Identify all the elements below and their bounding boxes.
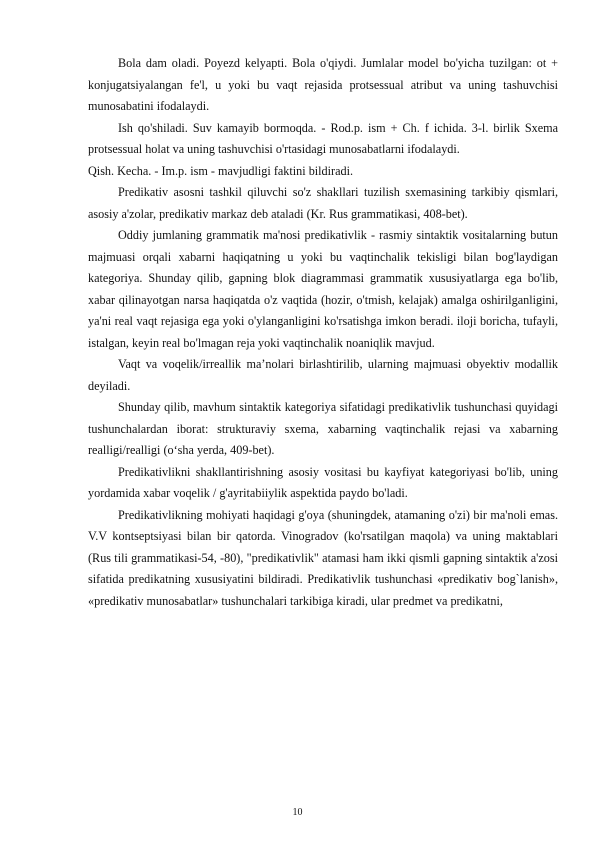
paragraph-7: Shunday qilib, mavhum sintaktik kategoriya sifatidagi predikativlik tushunchasi quyidagi tushunchalardan iborat: strukturaviy sxema, xabarning vaqtinchalik rejasi va xabarning realligi/realligi (o‘sha yerda, 409-bet). (88, 400, 558, 457)
paragraph-8: Predikativlikni shakllantirishning asosiy vositasi bu kayfiyat kategoriyasi bo'lib, uning yordamida xabar voqelik / g'ayritabiiylik aspektida paydo bo'ladi. (88, 464, 558, 500)
paragraph-4: Predikativ asosni tashkil qiluvchi so'z shakllari tuzilish sxemasining tarkibiy qismlari, asosiy a'zolar, predikativ markaz deb ataladi (Kr. Rus grammatikasi, 408-bet). (88, 185, 558, 221)
paragraph-5: Oddiy jumlaning grammatik ma'nosi predikativlik - rasmiy sintaktik vositalarning butun majmuasi orqali xabarni haqiqatning u yoki bu vaqtinchalik tekisligi bilan bog'laydigan kategoriya. Shunday qilib, gapning blok diagrammasi grammatik xususiyatlarga ega bo'lib, xabar qilinayotgan narsa haqiqatda o'z vaqtida (hozir, o'tmish, kelajak) amalga oshirilganligini, ya'ni real vaqt rejasiga ega yoki o'ylanganligini ko'rsatishga imkon beradi. iloji boricha, tufayli, istalgan, keyin real bo'lmagan reja yoki vaqtinchalik noaniqlik mavjud. (88, 228, 558, 350)
paragraph-3: Qish. Kecha. - Im.p. ism - mavjudligi faktini bildiradi. (88, 163, 354, 178)
paragraph-6: Vaqt va voqelik/irreallik ma’nolari birlashtirilib, ularning majmuasi obyektiv modallik deyiladi. (88, 357, 558, 393)
paragraph-1: Bola dam oladi. Poyezd kelyapti. Bola o'qiydi. Jumlalar model bo'yicha tuzilgan: ot + konjugatsiyalangan fe'l, u yoki bu vaqt rejasida protsessual atribut va uning tashuvchisi munosabatini ifodalaydi. (88, 56, 558, 113)
paragraph-9: Predikativlikning mohiyati haqidagi g'oya (shuningdek, atamaning o'zi) bir ma'noli emas. V.V kontseptsiyasi bilan bir qatorda. Vinogradov (ko'rsatilgan maqola) va uning maktablari (Rus tili grammatikasi-54, -80), "predikativlik" atamasi ham ikki qismli gapning sintaktik a'zosi sifatida predikatning xususiyatini bildiradi. Predikativlik tushunchasi «predikativ bog`lanish», «predikativ munosabatlar» tushunchalari tarkibiga kiradi, ular predmet va predikatni, (88, 507, 558, 608)
document-body (88, 53, 558, 612)
paragraph-2: Ish qo'shiladi. Suv kamayib bormoqda. - Rod.p. ism + Ch. f ichida. 3-l. birlik Sxema protsessual holat va uning tashuvchisi o'rtasidagi munosabatlarni ifodalaydi. (88, 120, 558, 156)
page-number: 10 (292, 807, 303, 818)
